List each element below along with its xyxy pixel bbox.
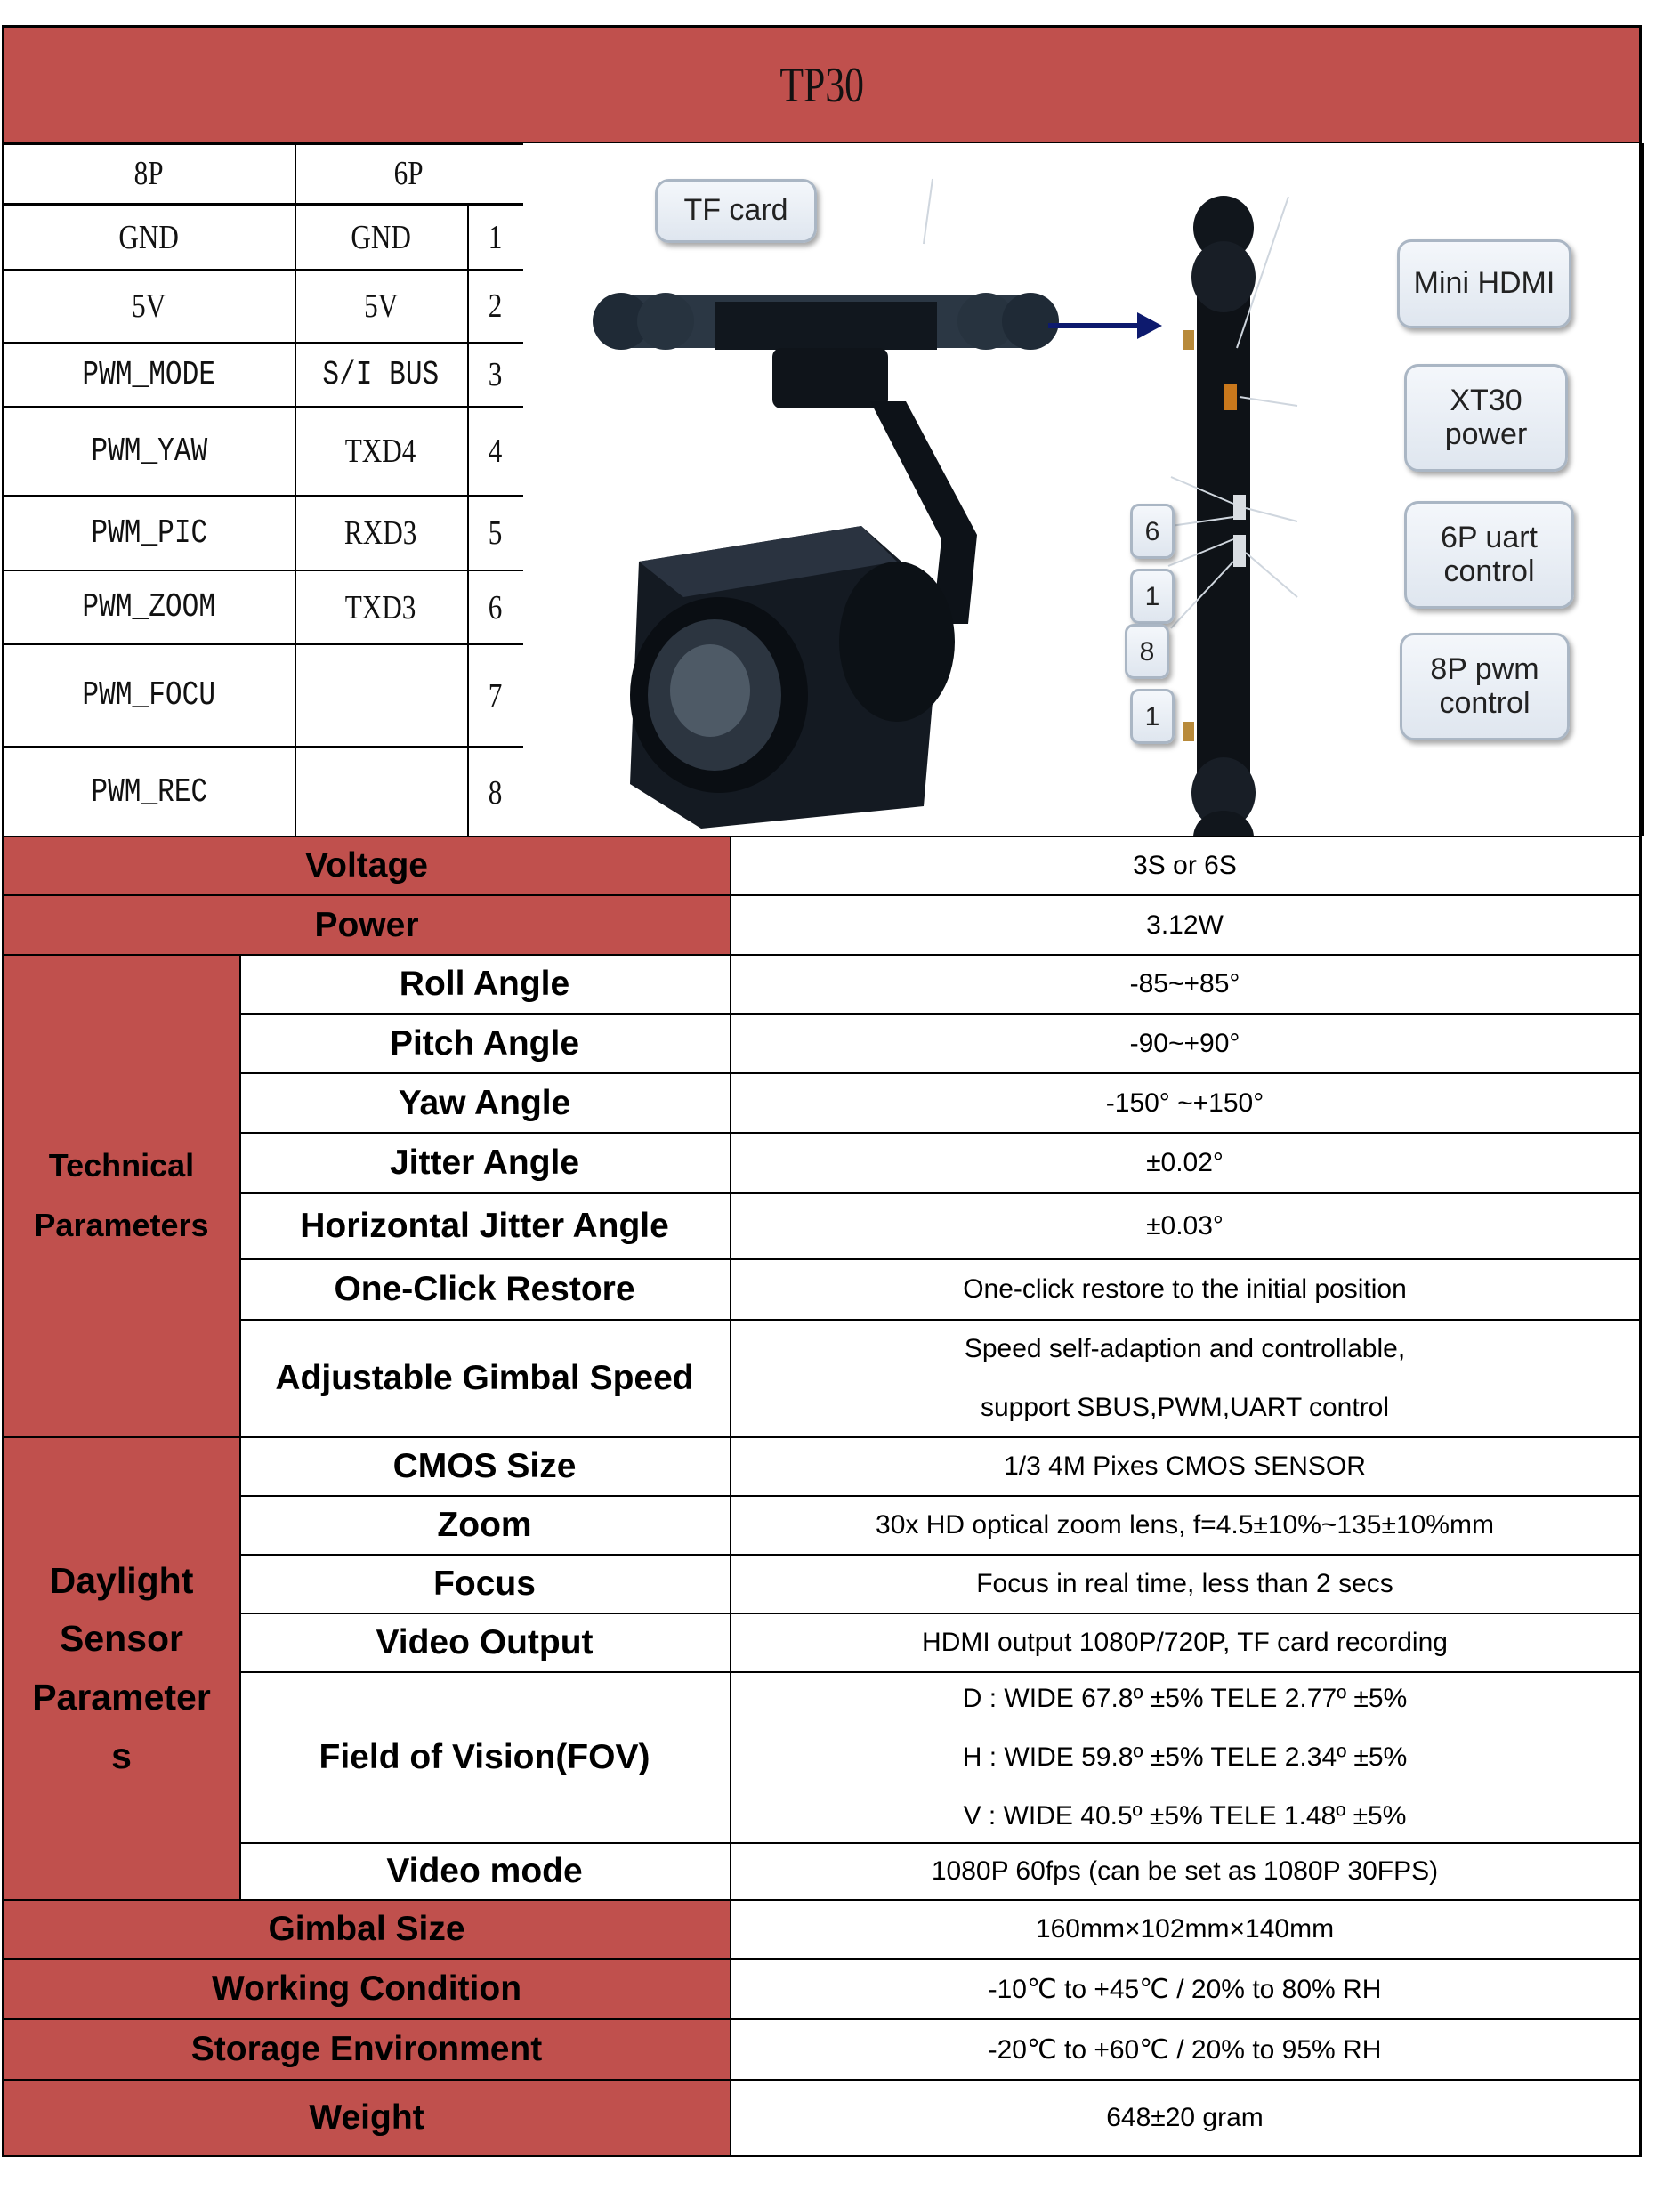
technical-value: ±0.03° xyxy=(1146,1211,1224,1241)
technical-label-cell xyxy=(239,1013,731,1074)
pin-8p-cell xyxy=(2,269,296,344)
technical-value: -90~+90° xyxy=(1129,1028,1240,1058)
uart-line1-label: 6P uart xyxy=(1440,521,1538,555)
daylight-group-line3: Parameter xyxy=(32,1677,211,1718)
uart-line2-label: control xyxy=(1443,554,1535,588)
daylight-value: 30x HD optical zoom lens, f=4.5±10%~135±10%mm xyxy=(876,1510,1494,1540)
pin-marker-1-uart xyxy=(1130,569,1175,624)
pin-marker-label: 1 xyxy=(1144,581,1160,611)
callout-xt30-power xyxy=(1404,364,1568,472)
pin-6p-cell xyxy=(295,205,469,271)
technical-group-line2: Parameters xyxy=(34,1207,209,1243)
pin-number-cell xyxy=(467,269,525,344)
technical-label-cell xyxy=(239,1258,731,1321)
technical-value: -150° ~+150° xyxy=(1105,1087,1264,1118)
pin-number-cell-text: 8 xyxy=(488,773,503,812)
voltage-value: 3S or 6S xyxy=(1133,851,1237,880)
power-label: Power xyxy=(314,905,419,944)
gimbal-size-value: 160mm×102mm×140mm xyxy=(1035,1914,1335,1944)
pin-marker-label: 8 xyxy=(1139,636,1155,667)
technical-value: -85~+85° xyxy=(1129,969,1240,998)
technical-value-cell xyxy=(730,954,1642,1015)
storage-environment-label-cell xyxy=(2,2018,731,2081)
callout-8p-pwm xyxy=(1400,633,1570,740)
pwm-line2-label: control xyxy=(1439,685,1531,720)
pin-8p-cell-text: 5V xyxy=(132,287,166,325)
daylight-value-cell xyxy=(730,1613,1642,1673)
fov-h-value: H : WIDE 59.8º ±5% TELE 2.34º ±5% xyxy=(962,1742,1408,1772)
pin-number-cell xyxy=(467,342,525,408)
daylight-group-line4: s xyxy=(111,1734,132,1776)
pin-8p-cell xyxy=(2,570,296,645)
fov-d-value: D : WIDE 67.8º ±5% TELE 2.77º ±5% xyxy=(962,1684,1408,1713)
pin-number-cell-text: 2 xyxy=(488,287,503,325)
pin-6p-cell-text: 5V xyxy=(363,287,399,325)
daylight-value-cell xyxy=(730,1554,1642,1614)
pin-number-cell-text: 6 xyxy=(488,588,503,627)
page-title: TP30 xyxy=(779,57,864,113)
pwm-line1-label: 8P pwm xyxy=(1430,652,1539,687)
technical-value-line1: Speed self-adaption and controllable, xyxy=(964,1334,1406,1363)
gimbal-size-value-cell xyxy=(730,1899,1642,1960)
spec-sheet xyxy=(2,25,1642,2157)
pin-number-cell xyxy=(467,205,525,271)
pin-number-cell xyxy=(467,746,525,839)
technical-parameters-group xyxy=(2,954,241,1438)
daylight-label: Focus xyxy=(433,1564,536,1603)
technical-value-cell xyxy=(730,1132,1642,1194)
daylight-label: Video Output xyxy=(376,1623,594,1661)
technical-group-line1: Technical xyxy=(48,1147,195,1184)
daylight-label-cell xyxy=(239,1671,731,1844)
daylight-label-cell xyxy=(239,1613,731,1673)
technical-label: Pitch Angle xyxy=(389,1023,580,1063)
technical-value-cell xyxy=(730,1013,1642,1074)
pin-8p-cell-text: PWM_FOCU xyxy=(82,676,216,715)
gimbal-size-label-cell xyxy=(2,1899,731,1960)
pin-8p-cell xyxy=(2,643,296,748)
technical-value-line2: support SBUS,PWM,UART control xyxy=(980,1393,1390,1422)
header-8p-label: 8P xyxy=(134,154,164,192)
pinout-header-8p xyxy=(2,143,296,205)
pin-marker-8-pwm xyxy=(1125,624,1169,679)
technical-label: Jitter Angle xyxy=(389,1144,580,1182)
daylight-sensor-group xyxy=(2,1436,241,1901)
power-value: 3.12W xyxy=(1146,910,1224,940)
fov-v-value: V : WIDE 40.5º ±5% TELE 1.48º ±5% xyxy=(963,1801,1407,1831)
pin-6p-cell-text: GND xyxy=(351,219,411,256)
power-label: power xyxy=(1444,416,1528,451)
power-label-cell xyxy=(2,894,731,956)
technical-label: Yaw Angle xyxy=(398,1083,571,1122)
technical-value: One-click restore to the initial position xyxy=(963,1274,1407,1304)
daylight-value: 1/3 4M Pixes CMOS SENSOR xyxy=(1004,1451,1366,1481)
pin-8p-cell xyxy=(2,342,296,408)
pin-8p-cell-text: PWM_PIC xyxy=(91,513,207,553)
pin-8p-cell xyxy=(2,406,296,497)
voltage-value-cell xyxy=(730,836,1642,896)
technical-value-cell xyxy=(730,1072,1642,1134)
pinout-header-6p xyxy=(295,143,525,205)
daylight-value-cell xyxy=(730,1842,1642,1901)
pin-number-cell xyxy=(467,643,525,748)
daylight-label: Zoom xyxy=(437,1506,532,1544)
technical-label-cell xyxy=(239,954,731,1015)
power-value-cell xyxy=(730,894,1642,956)
daylight-value-cell xyxy=(730,1495,1642,1556)
pin-6p-cell-text: TXD4 xyxy=(345,433,416,470)
gimbal-diagram xyxy=(523,143,1644,836)
daylight-group-line2: Sensor xyxy=(60,1618,183,1660)
pin-number-cell-text: 4 xyxy=(488,433,503,470)
weight-label-cell xyxy=(2,2079,731,2156)
technical-label-cell xyxy=(239,1192,731,1260)
storage-environment-label: Storage Environment xyxy=(190,2030,543,2068)
pin-marker-1-pwm xyxy=(1130,689,1175,744)
pin-6p-cell xyxy=(295,342,469,408)
pin-8p-cell xyxy=(2,746,296,839)
daylight-label: Video mode xyxy=(386,1852,583,1890)
working-condition-value: -10℃ to +45℃ / 20% to 80% RH xyxy=(988,1974,1382,2004)
gimbal-size-label: Gimbal Size xyxy=(268,1910,465,1948)
daylight-label-cell xyxy=(239,1436,731,1497)
daylight-group-line1: Daylight xyxy=(49,1559,194,1601)
technical-label-cell xyxy=(239,1132,731,1194)
callout-mini-hdmi xyxy=(1397,239,1571,328)
weight-label: Weight xyxy=(309,2098,424,2137)
daylight-value-cell xyxy=(730,1671,1642,1844)
storage-environment-value-cell xyxy=(730,2018,1642,2081)
header-6p-label: 6P xyxy=(394,154,424,192)
callout-tf-card xyxy=(655,179,817,243)
pin-8p-cell-text: PWM_ZOOM xyxy=(82,588,216,627)
pin-8p-cell-text: PWM_YAW xyxy=(91,432,207,471)
pin-8p-cell-text: PWM_MODE xyxy=(82,355,216,394)
pin-8p-cell-text: PWM_REC xyxy=(91,773,207,812)
weight-value-cell xyxy=(730,2079,1642,2156)
xt30-label: XT30 xyxy=(1450,384,1522,418)
working-condition-value-cell xyxy=(730,1958,1642,2020)
daylight-value-cell xyxy=(730,1436,1642,1497)
technical-label: Roll Angle xyxy=(399,965,570,1003)
daylight-label: Field of Vision(FOV) xyxy=(319,1738,650,1776)
pin-number-cell xyxy=(467,570,525,645)
technical-label: Adjustable Gimbal Speed xyxy=(275,1359,694,1397)
tf-card-label: TF card xyxy=(683,193,788,228)
pin-6p-cell xyxy=(295,643,469,748)
storage-environment-value: -20℃ to +60℃ / 20% to 95% RH xyxy=(988,2034,1382,2065)
callout-6p-uart xyxy=(1404,501,1574,609)
technical-label: One-Click Restore xyxy=(334,1270,635,1308)
daylight-label-cell xyxy=(239,1554,731,1614)
daylight-label: CMOS Size xyxy=(392,1447,577,1485)
daylight-value: 1080P 60fps (can be set as 1080P 30FPS) xyxy=(931,1856,1439,1886)
pin-marker-label: 6 xyxy=(1144,516,1160,546)
weight-value: 648±20 gram xyxy=(1106,2102,1264,2132)
pin-6p-cell xyxy=(295,269,469,344)
pin-number-cell-text: 7 xyxy=(488,676,503,715)
pin-number-cell xyxy=(467,495,525,571)
technical-label-cell xyxy=(239,1072,731,1134)
technical-value-cell xyxy=(730,1319,1642,1438)
pin-6p-cell xyxy=(295,746,469,839)
daylight-value: Focus in real time, less than 2 secs xyxy=(976,1569,1393,1598)
working-condition-label-cell xyxy=(2,1958,731,2020)
pin-number-cell-text: 1 xyxy=(488,219,503,256)
daylight-label-cell xyxy=(239,1842,731,1901)
voltage-label-cell xyxy=(2,836,731,896)
pin-number-cell-text: 3 xyxy=(488,356,503,393)
mini-hdmi-label: Mini HDMI xyxy=(1413,266,1555,301)
working-condition-label: Working Condition xyxy=(211,1969,522,2008)
pin-6p-cell xyxy=(295,406,469,497)
title-bar xyxy=(2,25,1642,145)
daylight-label-cell xyxy=(239,1495,731,1556)
pin-8p-cell-text: GND xyxy=(118,219,180,256)
pin-6p-cell xyxy=(295,495,469,571)
pin-6p-cell xyxy=(295,570,469,645)
daylight-value: HDMI output 1080P/720P, TF card recording xyxy=(922,1628,1448,1657)
pin-marker-6-uart xyxy=(1130,504,1175,559)
pin-8p-cell xyxy=(2,205,296,271)
pin-6p-cell-text: RXD3 xyxy=(344,514,417,552)
pin-8p-cell xyxy=(2,495,296,571)
pin-marker-label: 1 xyxy=(1144,701,1160,732)
pin-6p-cell-text: S/I BUS xyxy=(322,355,440,394)
pin-number-cell-text: 5 xyxy=(488,514,503,552)
technical-label-cell xyxy=(239,1319,731,1438)
technical-label: Horizontal Jitter Angle xyxy=(300,1207,669,1245)
pin-number-cell xyxy=(467,406,525,497)
technical-value-cell xyxy=(730,1192,1642,1260)
pin-6p-cell-text: TXD3 xyxy=(345,588,416,627)
voltage-label: Voltage xyxy=(305,846,428,885)
technical-value: ±0.02° xyxy=(1146,1148,1224,1177)
technical-value-cell xyxy=(730,1258,1642,1321)
